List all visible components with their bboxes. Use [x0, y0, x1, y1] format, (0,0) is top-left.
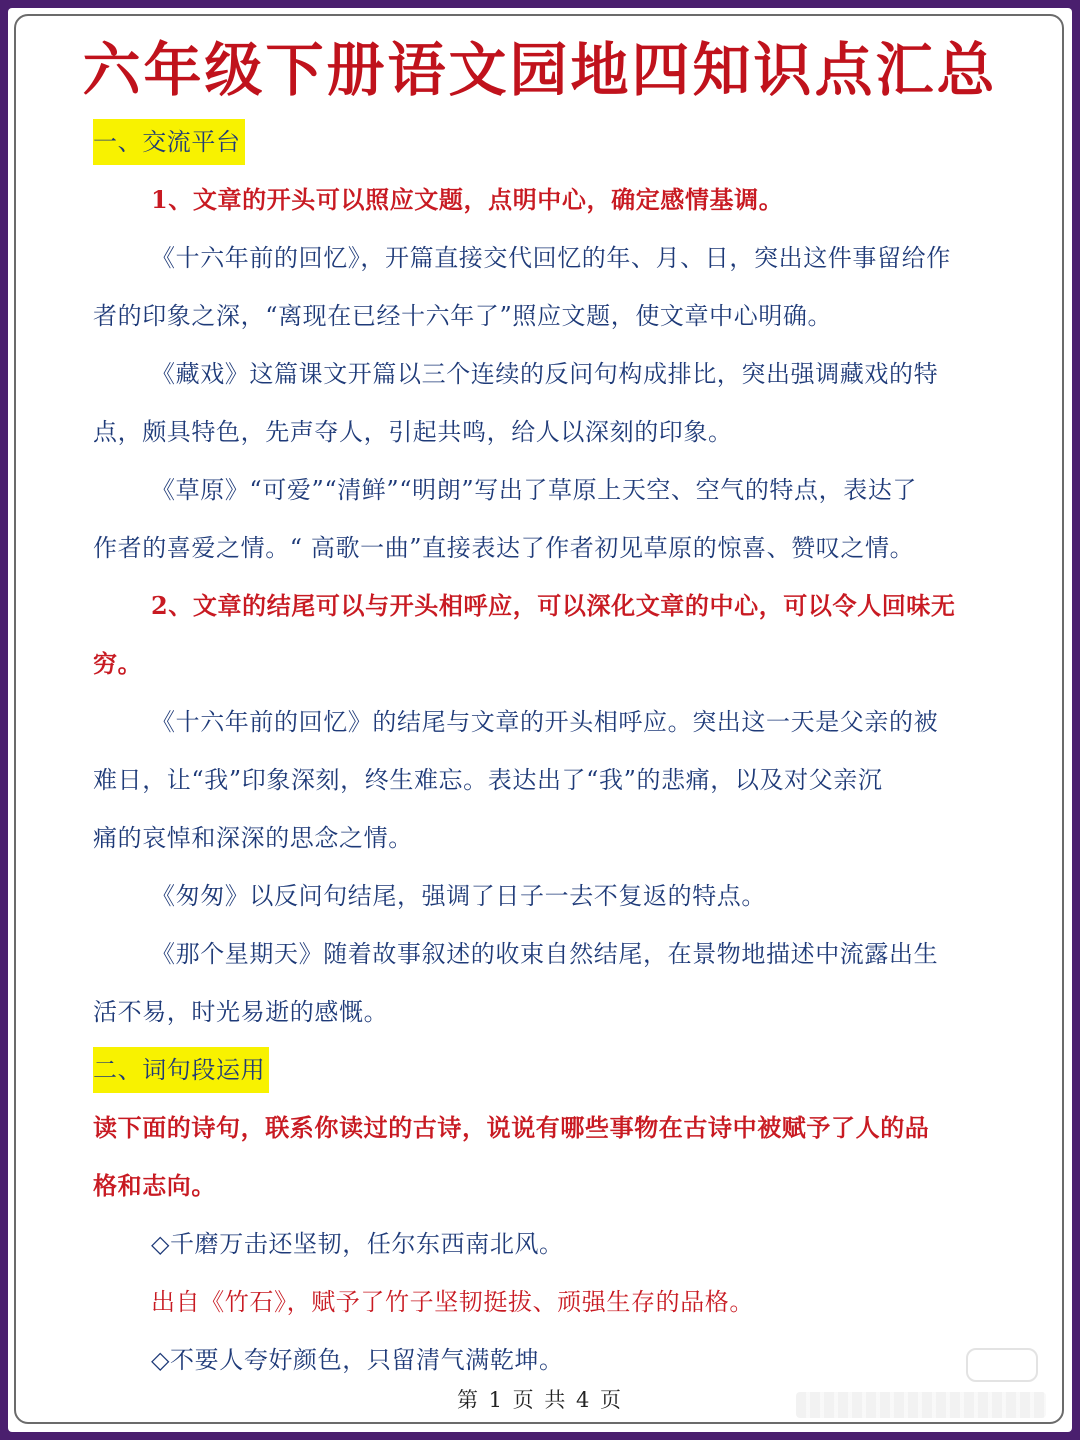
- exercise-question-line-2: 格和志向。: [93, 1171, 216, 1200]
- poem-line-1: ◇千磨万击还坚韧，任尔东西南北风。: [151, 1230, 564, 1258]
- watermark-logo: [966, 1348, 1038, 1382]
- key-point-2-line-2: 穷。: [93, 649, 143, 678]
- key-point-2-line-1: 2、文章的结尾可以与开头相呼应，可以深化文章的中心，可以令人回味无: [151, 591, 956, 620]
- poem-line-2: ◇不要人夸好颜色，只留清气满乾坤。: [151, 1346, 564, 1374]
- paragraph-3-line-1: 《草原》“可爱”“清鲜”“明朗”写出了草原上天空、空气的特点，表达了: [151, 476, 918, 504]
- paragraph-4-line-3: 痛的哀悼和深深的思念之情。: [93, 824, 413, 852]
- exercise-question-line-1: 读下面的诗句，联系你读过的古诗，说说有哪些事物在古诗中被赋予了人的品: [93, 1113, 930, 1142]
- paragraph-3-line-2: 作者的喜爱之情。“ 高歌一曲”直接表达了作者初见草原的惊喜、赞叹之情。: [93, 534, 915, 562]
- paragraph-5-line-1: 《匆匆》以反问句结尾，强调了日子一去不复返的特点。: [151, 882, 766, 910]
- paragraph-1-line-2: 者的印象之深，“离现在已经十六年了”照应文题，使文章中心明确。: [93, 302, 833, 330]
- paragraph-4-line-2: 难日，让“我”印象深刻，终生难忘。表达出了“我”的悲痛，以及对父亲沉: [93, 766, 883, 794]
- paragraph-2-line-2: 点，颇具特色，先声夺人，引起共鸣，给人以深刻的印象。: [93, 418, 733, 446]
- section-2-heading: 二、词句段运用: [93, 1047, 269, 1093]
- paragraph-6-line-1: 《那个星期天》随着故事叙述的收束自然结尾，在景物地描述中流露出生: [151, 940, 939, 968]
- document-body: [93, 113, 996, 1389]
- section-1-heading: 一、交流平台: [93, 119, 245, 165]
- key-point-1: 1、文章的开头可以照应文题，点明中心，确定感情基调。: [151, 185, 784, 214]
- watermark-text: [796, 1392, 1046, 1418]
- document-page: [8, 8, 1072, 1432]
- page-number: 第 1 页 共 4 页: [456, 1388, 624, 1412]
- section-1-row: [93, 113, 996, 171]
- paragraph-1-line-1: 《十六年前的回忆》，开篇直接交代回忆的年、月、日，突出这件事留给作: [151, 244, 951, 272]
- poem-1-answer: 出自《竹石》，赋予了竹子坚韧挺拔、顽强生存的品格。: [151, 1288, 754, 1316]
- paragraph-6-line-2: 活不易，时光易逝的感慨。: [93, 998, 389, 1026]
- paragraph-2-line-1: 《藏戏》这篇课文开篇以三个连续的反问句构成排比，突出强调藏戏的特: [151, 360, 939, 388]
- section-2-row: [93, 1041, 996, 1099]
- document-title: 六年级下册语文园地四知识点汇总: [82, 36, 998, 104]
- paragraph-4-line-1: 《十六年前的回忆》的结尾与文章的开头相呼应。突出这一天是父亲的被: [151, 708, 939, 736]
